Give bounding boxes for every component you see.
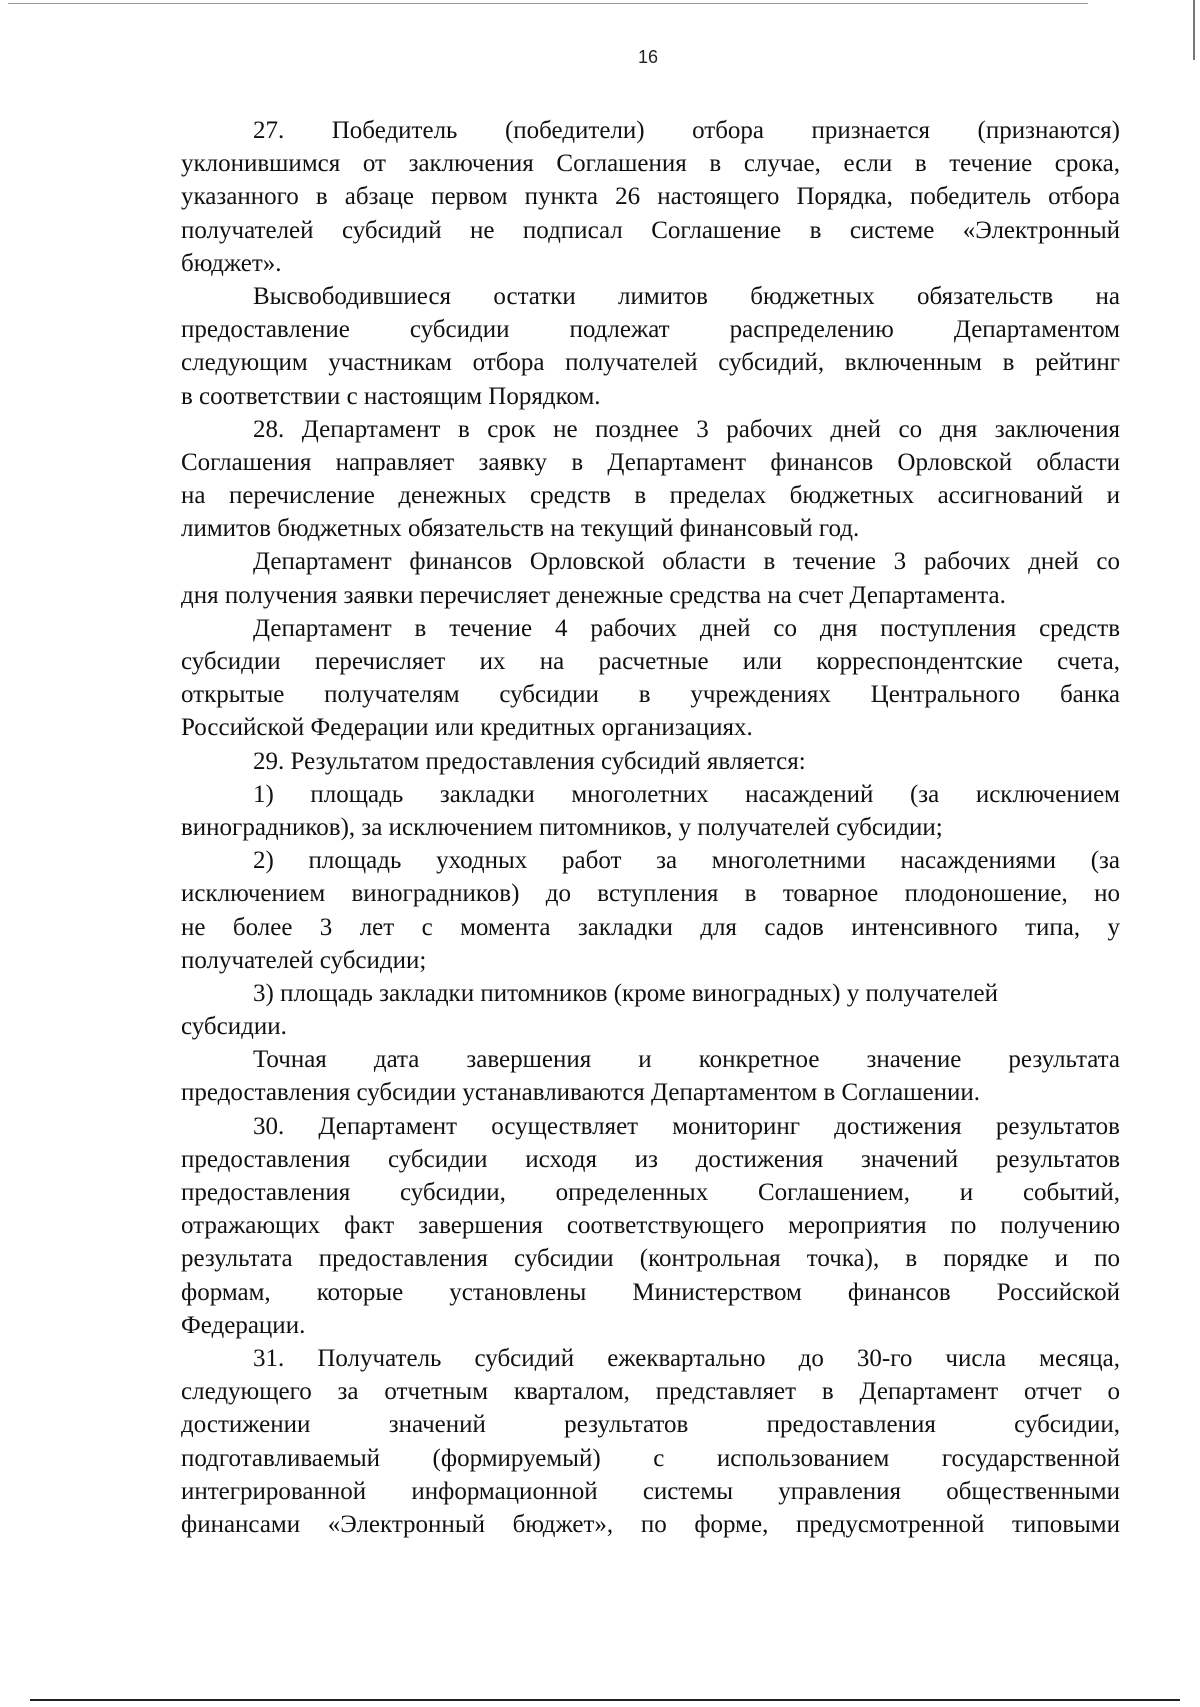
text-line: Высвободившиеся остатки лимитов бюджетных обязательств на	[253, 282, 1120, 310]
text-line: предоставление субсидии подлежат распределению Департаментом	[181, 316, 1120, 344]
text-line: 30. Департамент осуществляет мониторинг достижения результатов	[253, 1112, 1120, 1140]
text-line: не более 3 лет с момента закладки для садов интенсивного типа, у	[181, 913, 1120, 941]
text-line: открытые получателям субсидии в учреждениях Центрального банка	[181, 681, 1120, 709]
text-line: лимитов бюджетных обязательств на текущий финансовый год.	[181, 515, 860, 543]
text-line: следующим участникам отбора получателей субсидий, включенным в рейтинг	[181, 349, 1120, 377]
text-line: отражающих факт завершения соответствующего мероприятия по получению	[181, 1212, 1120, 1240]
text-line: Соглашения направляет заявку в Департамент финансов Орловской области	[181, 448, 1120, 476]
text-line: субсидии.	[181, 1013, 287, 1041]
text-line: предоставления субсидии устанавливаются Департаментом в Соглашении.	[181, 1079, 980, 1107]
text-line: 27. Победитель (победители) отбора признается (признаются)	[253, 117, 1120, 144]
text-line: формам, которые установлены Министерством финансов Российской	[181, 1278, 1120, 1306]
text-line: Департамент финансов Орловской области в течение 3 рабочих дней со	[253, 548, 1120, 576]
text-line: предоставления субсидии, определенных Соглашением, и событий,	[181, 1179, 1120, 1206]
text-line: интегрированной информационной системы управления общественными	[181, 1477, 1120, 1505]
page-number: 16	[637, 47, 659, 67]
text-line: результата предоставления субсидии (контрольная точка), в порядке и по	[181, 1245, 1120, 1273]
text-line: 1) площадь закладки многолетних насаждений (за исключением	[253, 780, 1120, 808]
text-line: достижении значений результатов предоставления субсидии,	[181, 1411, 1120, 1439]
text-line: 2) площадь уходных работ за многолетними насаждениями (за	[253, 847, 1120, 875]
text-line: следующего за отчетным кварталом, представляет в Департамент отчет о	[181, 1378, 1120, 1406]
text-line: предоставления субсидии исходя из достижения значений результатов	[181, 1145, 1120, 1173]
text-line: исключением виноградников) до вступления в товарное плодоношение, но	[181, 880, 1120, 908]
text-line: подготавливаемый (формируемый) с использованием государственной	[181, 1444, 1120, 1472]
text-line: получателей субсидии;	[181, 946, 427, 974]
text-line: на перечисление денежных средств в пределах бюджетных ассигнований и	[181, 482, 1120, 510]
text-line: уклонившимся от заключения Соглашения в случае, если в течение срока,	[181, 150, 1120, 178]
scan-edge-bottom	[30, 1699, 1180, 1701]
text-line: бюджет».	[181, 249, 282, 277]
text-line: виноградников), за исключением питомников, у получателей субсидии;	[181, 813, 943, 841]
text-line: получателей субсидий не подписал Соглашение в системе «Электронный	[181, 216, 1120, 244]
text-line: 3) площадь закладки питомников (кроме виноградных) у получателей	[253, 979, 999, 1007]
text-line: 31. Получатель субсидий ежеквартально до 30-го числа месяца,	[253, 1344, 1120, 1372]
text-line: финансами «Электронный бюджет», по форме, предусмотренной типовыми	[181, 1510, 1120, 1538]
text-line: субсидии перечисляет их на расчетные или корреспондентские счета,	[181, 648, 1120, 675]
text-line: Федерации.	[181, 1311, 306, 1339]
text-line: дня получения заявки перечисляет денежные средства на счет Департамента.	[181, 581, 1006, 609]
text-line: 29. Результатом предоставления субсидий является:	[253, 747, 806, 775]
text-line: в соответствии с настоящим Порядком.	[181, 382, 601, 410]
text-line: Точная дата завершения и конкретное значение результата	[253, 1046, 1120, 1074]
document-body	[181, 114, 1120, 1541]
text-line: 28. Департамент в срок не позднее 3 рабочих дней со дня заключения	[253, 415, 1120, 443]
text-line: Российской Федерации или кредитных организациях.	[181, 714, 753, 742]
scan-edge-top	[8, 3, 1088, 4]
text-line: указанного в абзаце первом пункта 26 настоящего Порядка, победитель отбора	[181, 183, 1120, 211]
text-line: Департамент в течение 4 рабочих дней со дня поступления средств	[253, 614, 1120, 642]
